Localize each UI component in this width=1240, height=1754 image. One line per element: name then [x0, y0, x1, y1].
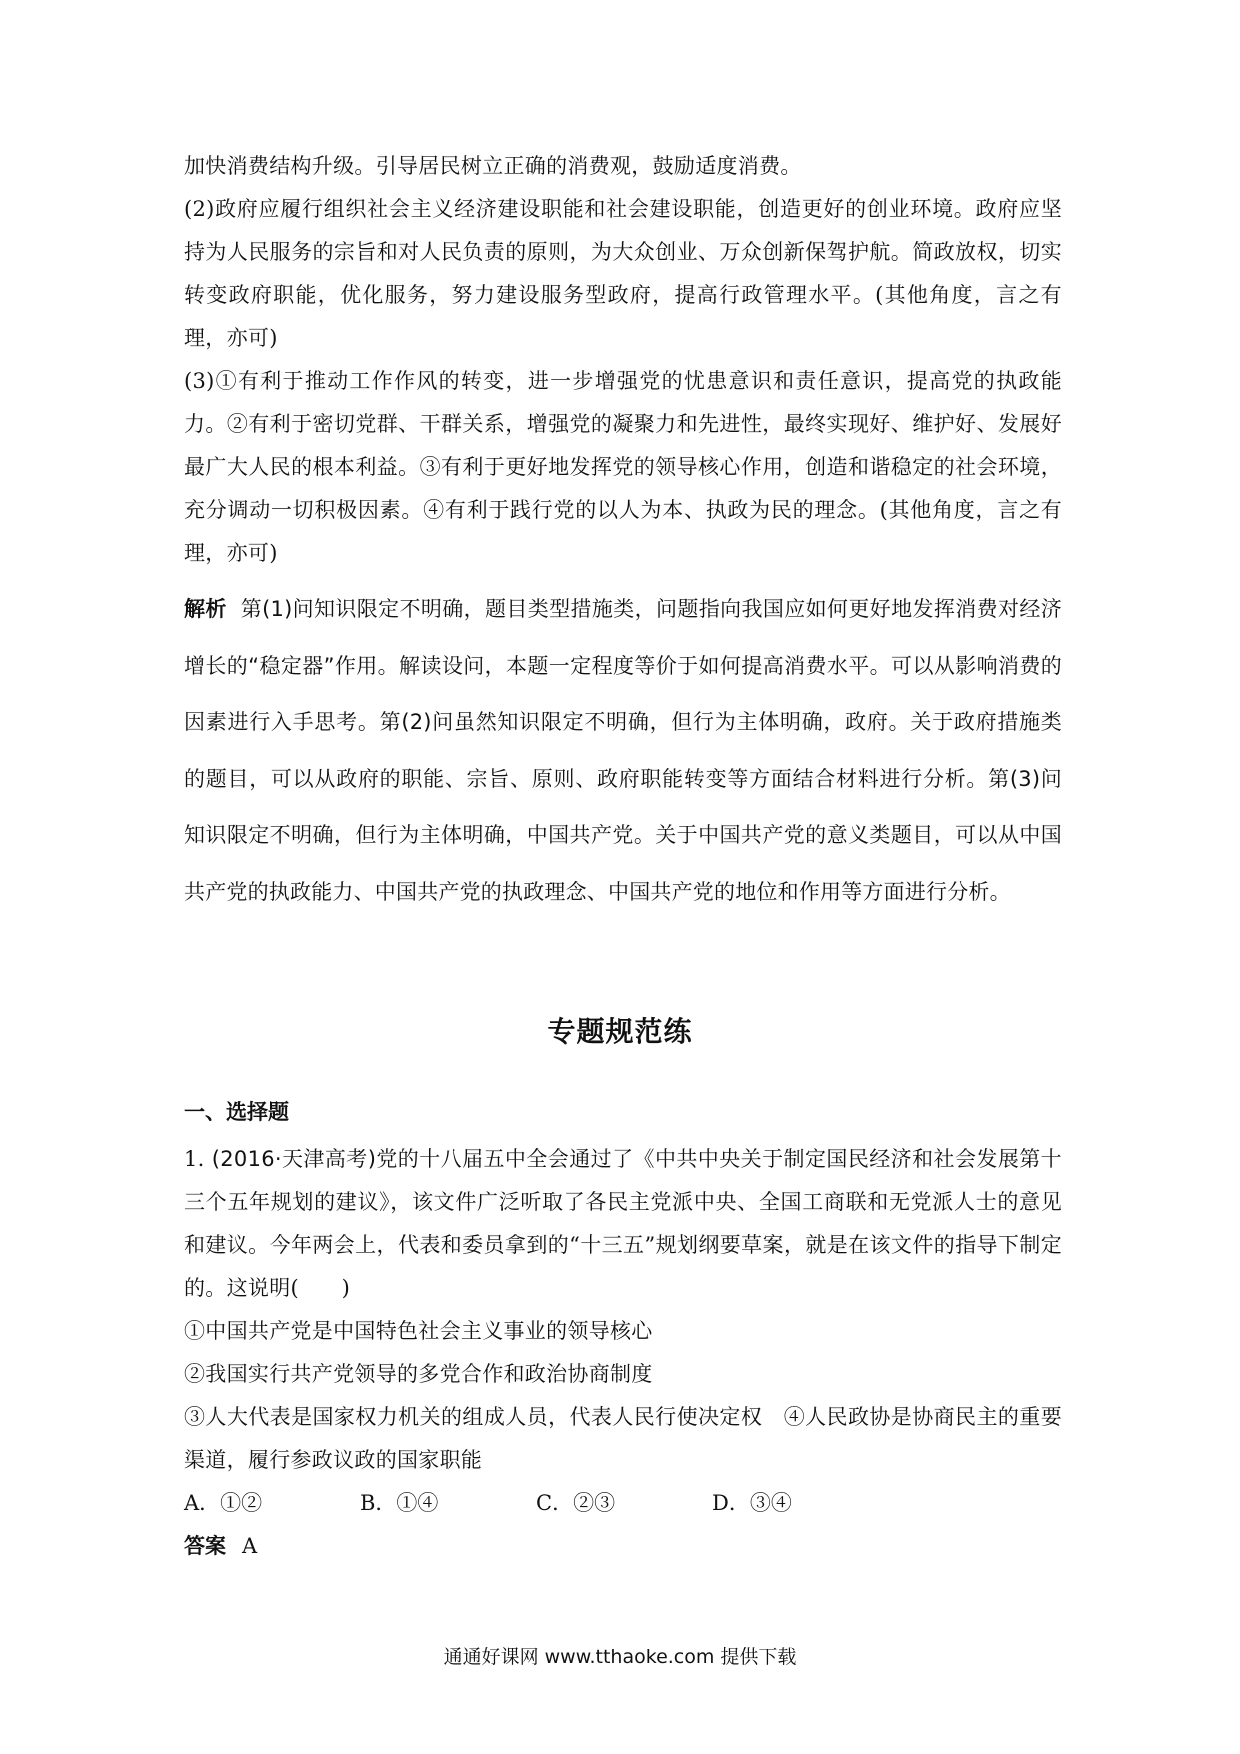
choice-d: D．③④: [712, 1491, 792, 1515]
question-stem: [184, 1138, 1062, 1310]
question-option-2: ②我国实行共产党领导的多党合作和政治协商制度: [184, 1362, 653, 1386]
page-footer: 通通好课网 www.tthaoke.com 提供下载: [443, 1646, 797, 1668]
choice-b: B．①④: [360, 1491, 439, 1515]
choice-c: C．②③: [536, 1491, 616, 1515]
question-option-1: ①中国共产党是中国特色社会主义事业的领导核心: [184, 1319, 653, 1343]
answer-choices: [184, 1482, 1062, 1525]
choice-a: A．①②: [184, 1491, 263, 1515]
answer-block: [184, 145, 1062, 575]
question-source: (2016·天津高考): [211, 1147, 377, 1171]
answer-value: A: [242, 1534, 258, 1558]
question-text: 党的十八届五中全会通过了《中共中央关于制定国民经济和社会发展第十三个五年规划的建议》，该文件广泛听取了各民主党派中央、全国工商联和无党派人士的意见和建议。今年两会上，代表和委员拿到的“十三五”规划纲要草案，就是在该文件的指导下制定的。这说明( ): [184, 1147, 1062, 1300]
answer-paragraph-3: (3)①有利于推动工作作风的转变，进一步增强党的忧患意识和责任意识，提高党的执政能力。②有利于密切党群、干群关系，增强党的凝聚力和先进性，最终实现好、维护好、发展好最广大人民的根本利益。③有利于更好地发挥党的领导核心作用，创造和谐稳定的社会环境，充分调动一切积极因素。④有利于践行党的以人为本、执政为民的理念。(其他角度，言之有理，亦可): [184, 369, 1062, 565]
practice-subhead: 一、选择题: [184, 1100, 289, 1124]
analysis-label: 解析: [184, 597, 227, 621]
answer-line: [184, 1525, 1062, 1568]
answer-paragraph-2: (2)政府应履行组织社会主义经济建设职能和社会建设职能，创造更好的创业环境。政府应坚持为人民服务的宗旨和对人民负责的原则，为大众创业、万众创新保驾护航。简政放权，切实转变政府职能，优化服务，努力建设服务型政府，提高行政管理水平。(其他角度，言之有理，亦可): [184, 197, 1062, 350]
analysis-paragraph: [184, 581, 1062, 920]
answer-paragraph-1: 加快消费结构升级。引导居民树立正确的消费观，鼓励适度消费。: [184, 154, 802, 178]
analysis-text: 第(1)问知识限定不明确，题目类型措施类，问题指向我国应如何更好地发挥消费对经济增长的“稳定器”作用。解读设问，本题一定程度等价于如何提高消费水平。可以从影响消费的因素进行入手思考。第(2)问虽然知识限定不明确，但行为主体明确，政府。关于政府措施类的题目，可以从政府的职能、宗旨、原则、政府职能转变等方面结合材料进行分析。第(3)问知识限定不明确，但行为主体明确，中国共产党。关于中国共产党的意义类题目，可以从中国共产党的执政能力、中国共产党的执政理念、中国共产党的地位和作用等方面进行分析。: [184, 597, 1063, 904]
question-option-3: ③人大代表是国家权力机关的组成人员，代表人民行使决定权 ④人民政协是协商民主的重要渠道，履行参政议政的国家职能: [184, 1405, 1062, 1472]
section-title: 专题规范练: [547, 1015, 693, 1048]
question-number: 1.: [184, 1147, 212, 1171]
answer-label: 答案: [184, 1534, 226, 1558]
answer-section: [184, 145, 1062, 920]
practice-section: [184, 1092, 1062, 1568]
